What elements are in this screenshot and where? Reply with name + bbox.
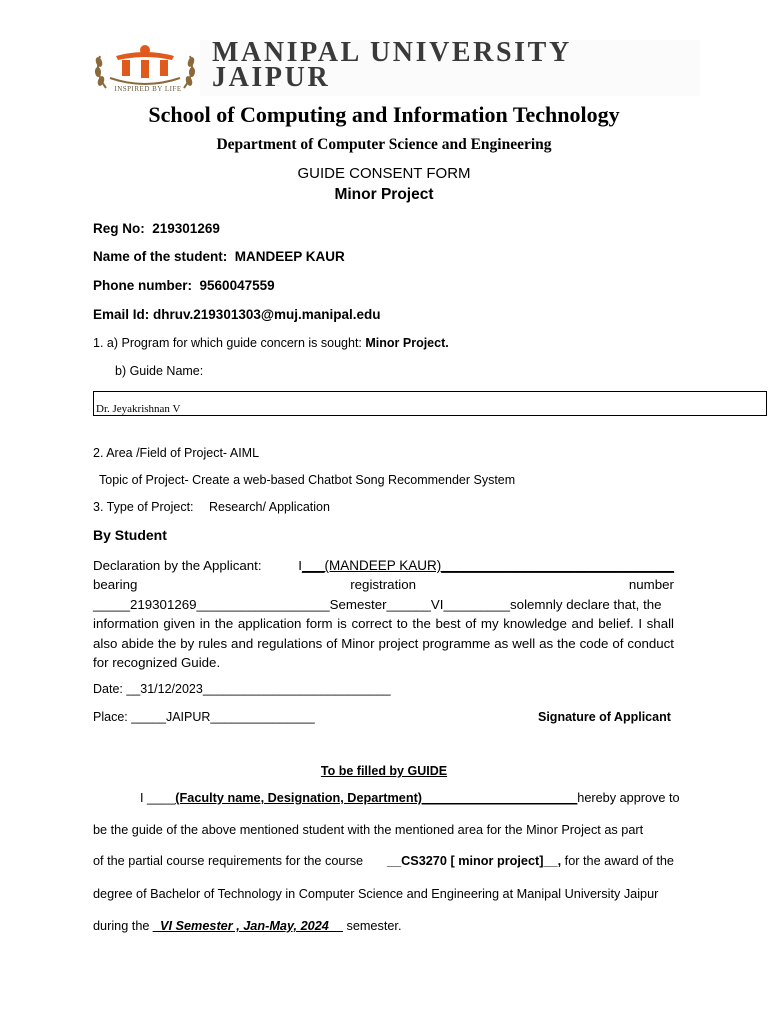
guide-faculty-group <box>93 791 577 805</box>
project-type-value: Research/ Application <box>209 500 330 514</box>
place-field: Place: _____JAIPUR_______________ <box>93 710 315 724</box>
university-name-line2: JAIPUR <box>212 62 331 93</box>
semester-suffix: semester. <box>346 919 402 933</box>
declaration-line-3: _____219301269__________________Semester______VI_________solemnly declare that, the <box>93 596 662 612</box>
topic-field: Topic of Project- Create a web-based Chatbot Song Recommender System <box>99 473 516 487</box>
declaration-paragraph <box>93 556 674 672</box>
guide-line-3 <box>93 854 674 868</box>
course-code: __CS3270 [ minor project <box>386 854 540 868</box>
course-suffix: ]__, <box>539 854 562 868</box>
phone-label: Phone number: <box>93 278 193 293</box>
form-subtitle: Minor Project <box>334 186 434 203</box>
registration-word: registration <box>350 577 417 593</box>
declaration-line-1 <box>93 556 674 575</box>
course-prefix: of the partial course requirements for the course <box>93 854 364 868</box>
department-title: Department of Computer Science and Engineering <box>216 136 552 153</box>
email-label: Email Id: <box>93 307 150 322</box>
number-word: number <box>628 577 674 593</box>
university-name-line1: MANIPAL UNIVERSITY <box>212 37 572 68</box>
project-type-row <box>93 500 330 514</box>
university-name <box>212 37 712 93</box>
declaration-i: I <box>298 558 302 573</box>
approve-text: hereby approve to <box>577 791 680 805</box>
declaration-name-group <box>298 556 674 575</box>
guide-line-5 <box>93 919 674 933</box>
guide-line-1 <box>93 791 680 805</box>
guide-line-4: degree of Bachelor of Technology in Computer Science and Engineering at Manipal University Jaipur <box>93 887 659 901</box>
student-name-row <box>93 249 345 264</box>
faculty-placeholder: (Faculty name, Designation, Department) <box>175 791 423 805</box>
date-field: Date: __31/12/2023___________________________ <box>93 682 391 696</box>
reg-no-row <box>93 221 220 236</box>
program-row <box>93 336 449 350</box>
guide-i-prefix: I ____ <box>140 791 176 805</box>
logo-tagline: INSPIRED BY LIFE <box>114 85 182 93</box>
applicant-name: ___(MANDEEP KAUR)_______________________________ <box>301 558 674 573</box>
declaration-prefix: Declaration by the Applicant: <box>93 558 262 573</box>
student-name-value: MANDEEP KAUR <box>234 249 345 264</box>
guide-section-heading-text: To be filled by GUIDE <box>320 764 448 778</box>
form-title: GUIDE CONSENT FORM <box>297 165 471 182</box>
guide-name-label: b) Guide Name: <box>115 364 204 378</box>
semester-value: _VI Semester , Jan-May, 2024__ <box>152 919 343 933</box>
guide-name-value: Dr. Jeyakrishnan V <box>96 403 181 415</box>
program-value: Minor Project. <box>365 336 449 350</box>
email-row <box>93 307 381 322</box>
by-student-heading: By Student <box>93 527 167 543</box>
student-name-label: Name of the student: <box>93 249 228 264</box>
reg-no-label: Reg No: <box>93 221 145 236</box>
guide-line-2: be the guide of the above mentioned student with the mentioned area for the Minor Project as part <box>93 823 644 837</box>
area-field: 2. Area /Field of Project- AIML <box>93 446 260 460</box>
bearing-word: bearing <box>93 577 138 593</box>
program-text: 1. a) Program for which guide concern is sought: <box>93 336 362 350</box>
signature-applicant-label: Signature of Applicant <box>538 710 671 724</box>
faculty-trailing: ______________________ <box>422 791 578 805</box>
course-group <box>387 854 674 868</box>
reg-no-value: 219301269 <box>152 221 220 236</box>
school-title: School of Computing and Information Technology <box>148 102 620 127</box>
phone-value: 9560047559 <box>199 278 275 293</box>
declaration-rest: information given in the application form is correct to the best of my knowledge and belief. I shall also abide the by rules and regulations of Minor project programme as well as the code of conduct for recognized Guide. <box>93 616 674 671</box>
course-line-suffix: for the award of the <box>564 854 674 868</box>
guide-approval-paragraph <box>93 791 680 941</box>
semester-prefix: during the <box>93 919 150 933</box>
guide-name-field[interactable] <box>93 391 767 416</box>
project-type-label: 3. Type of Project: <box>93 500 194 514</box>
declaration-line-2 <box>93 575 674 594</box>
email-value: dhruv.219301303@muj.manipal.edu <box>153 307 381 322</box>
phone-row <box>93 278 275 293</box>
guide-section-heading <box>0 764 768 778</box>
form-title-block <box>0 163 768 205</box>
